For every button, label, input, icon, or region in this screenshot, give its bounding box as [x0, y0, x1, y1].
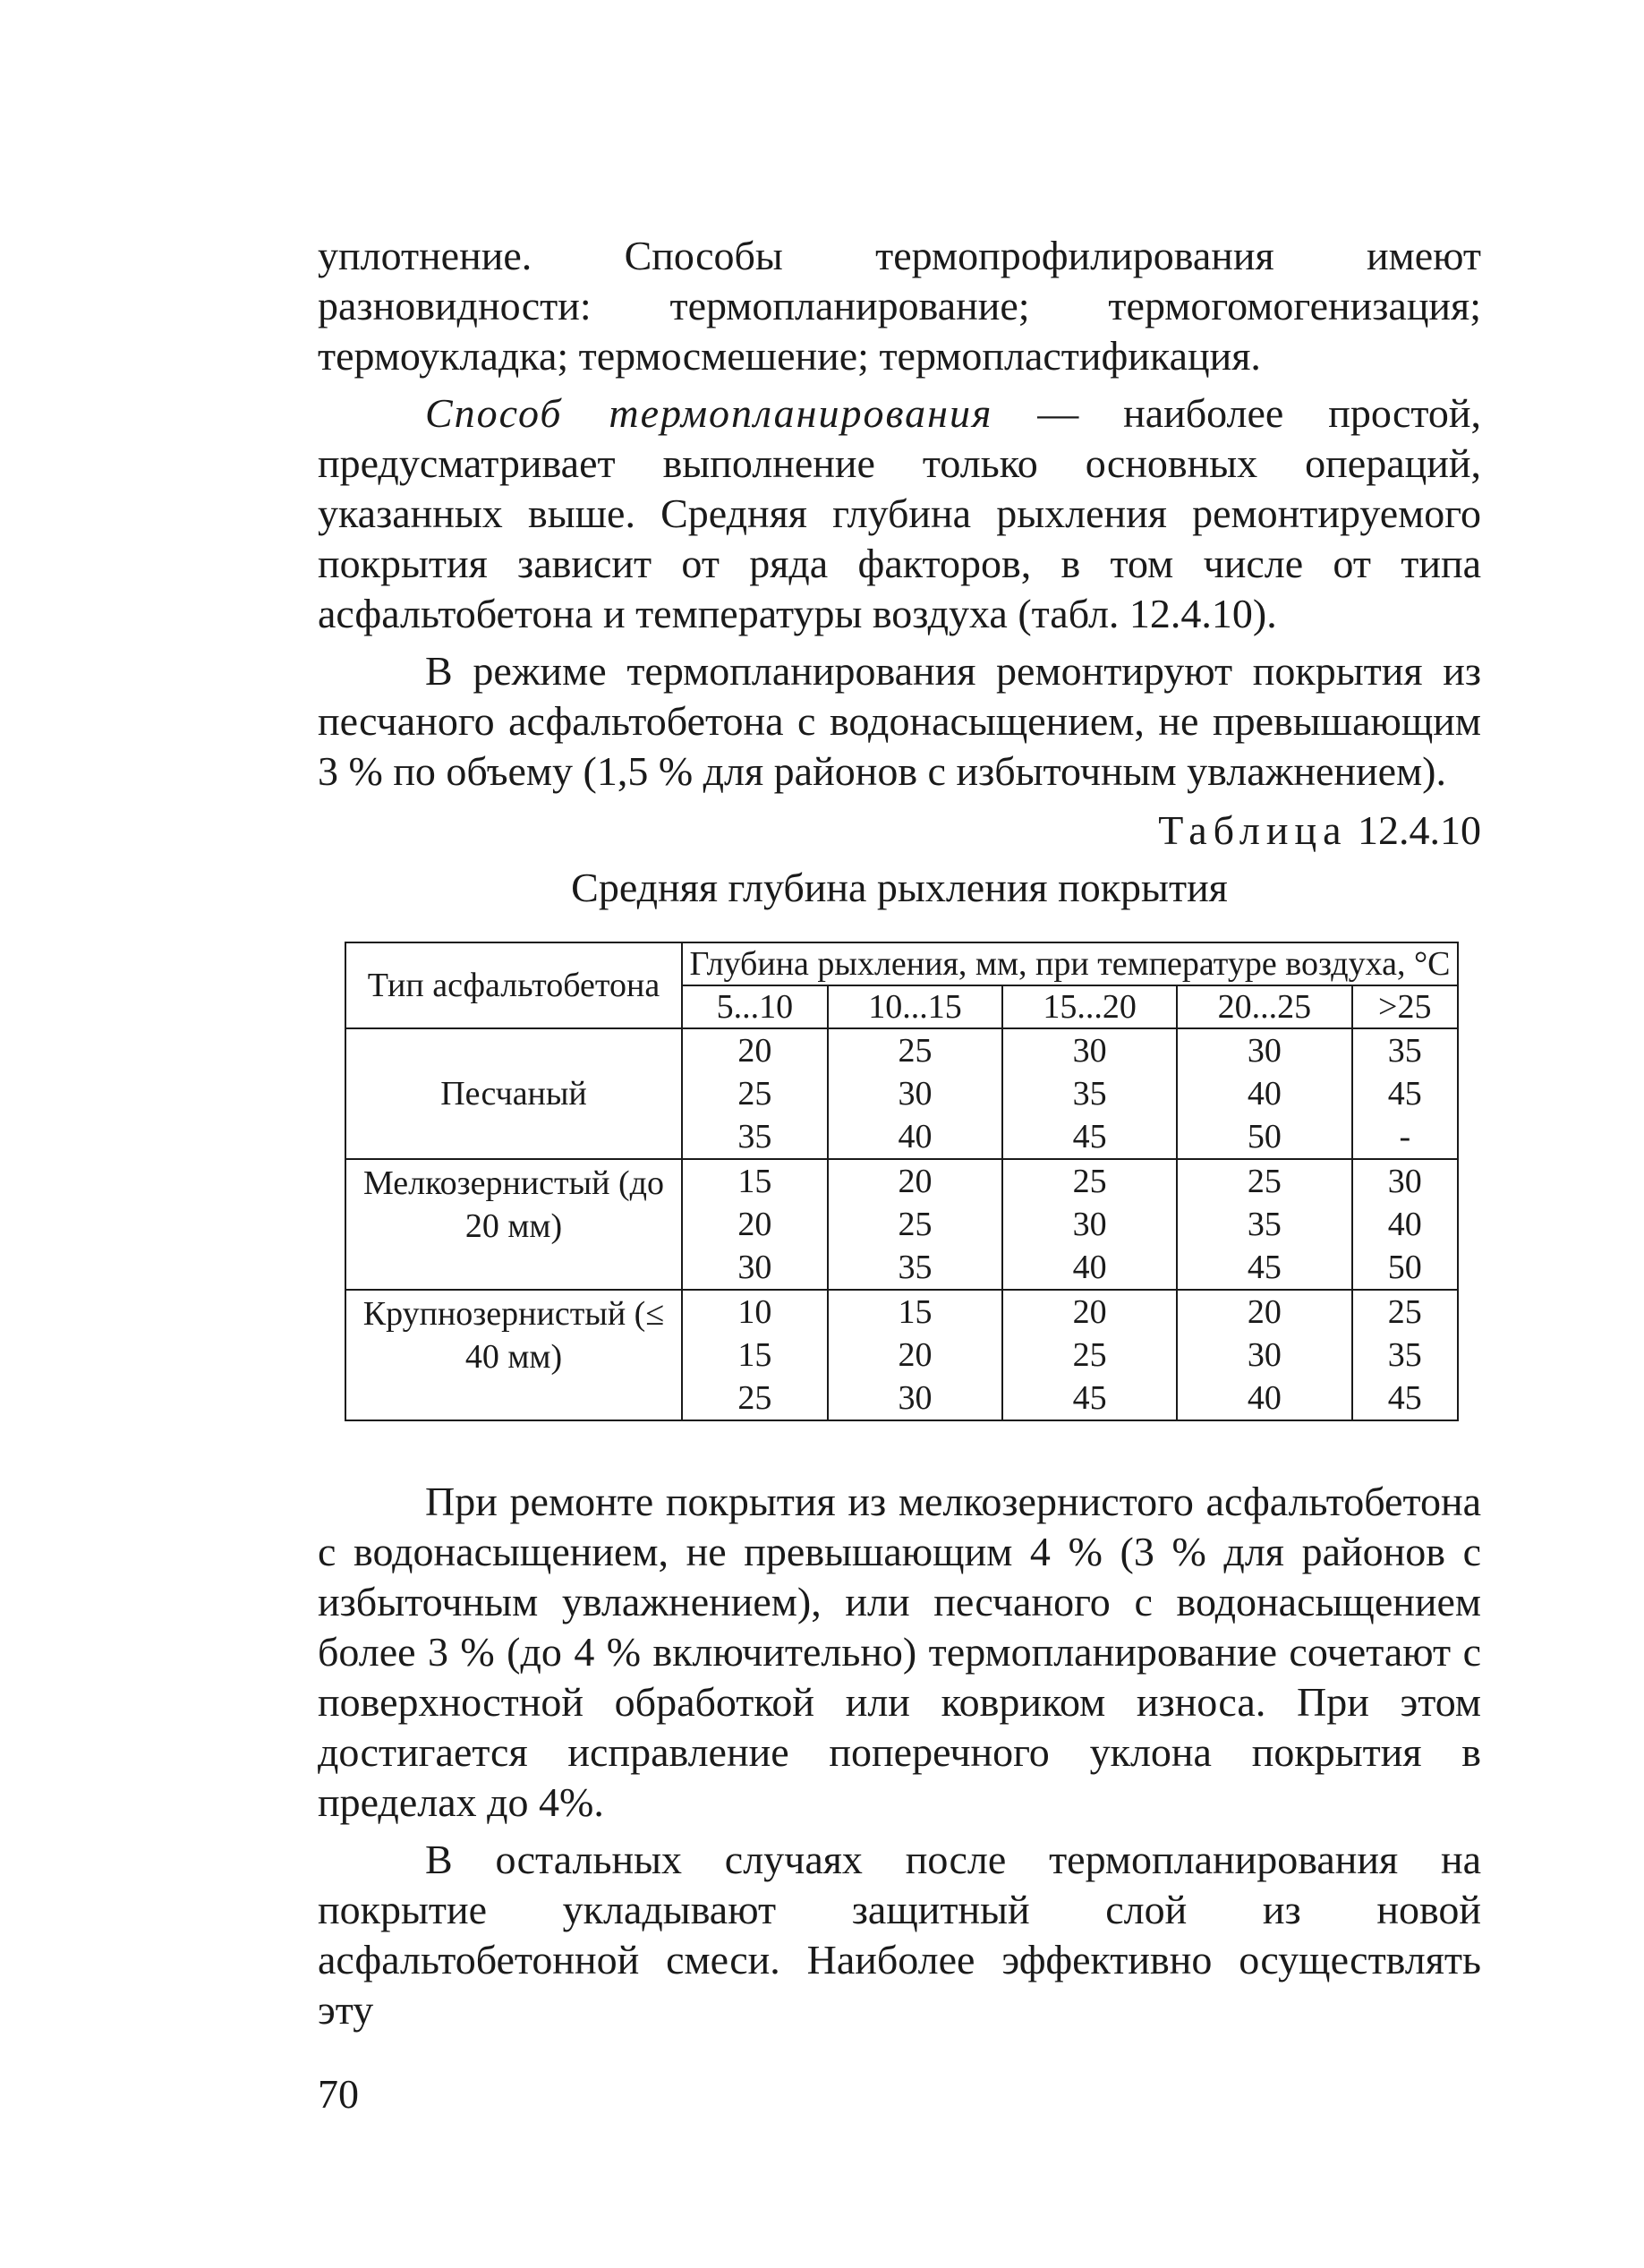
table-title: Средняя глубина рыхления покрытия: [571, 865, 1228, 910]
value-cell: 45: [1177, 1246, 1351, 1290]
header-temp: 5...10: [682, 985, 828, 1028]
paragraph-4: При ремонте покрытия из мелкозернистого асфальтобетона с водонасыщением, не превышающим 4 % (3 % для районов с избыточным увлажнением), или песчаного с водонасыщением более 3 % (до 4 % включительно) термопланирование сочетают с поверхностной обработкой или ковриком износа. При этом достигается исправление поперечного уклона покрытия в пределах до 4%.: [318, 1479, 1481, 1825]
value-cell: 30: [1177, 1028, 1351, 1072]
value-cell: 30: [682, 1246, 828, 1290]
value-cell: 25: [1177, 1159, 1351, 1203]
value-cell: 40: [1177, 1072, 1351, 1115]
value-cell: 15: [682, 1334, 828, 1377]
table-row: [345, 1290, 1458, 1334]
value-cell: 30: [1177, 1334, 1351, 1377]
value-cell: 25: [1352, 1290, 1458, 1334]
value-cell: 25: [828, 1203, 1002, 1246]
header-type: Тип асфальтобетона: [345, 942, 682, 1028]
value-cell: 20: [828, 1334, 1002, 1377]
paragraph-2-lead: Способ термопланирования: [425, 390, 993, 436]
type-cell: Крупнозернистый (≤ 40 мм): [345, 1290, 682, 1420]
value-cell: 25: [682, 1072, 828, 1115]
value-cell: 40: [1177, 1377, 1351, 1420]
value-cell: 45: [1352, 1377, 1458, 1420]
header-temp: 15...20: [1002, 985, 1177, 1028]
value-cell: 50: [1352, 1246, 1458, 1290]
value-cell: 30: [1352, 1159, 1458, 1203]
value-cell: 45: [1002, 1377, 1177, 1420]
value-cell: 45: [1002, 1115, 1177, 1159]
value-cell: 35: [1352, 1334, 1458, 1377]
type-cell: Песчаный: [345, 1028, 682, 1159]
value-cell: 35: [1002, 1072, 1177, 1115]
value-cell: 20: [682, 1203, 828, 1246]
value-cell: 40: [1352, 1203, 1458, 1246]
value-cell: 20: [828, 1159, 1002, 1203]
value-cell: 50: [1177, 1115, 1351, 1159]
value-cell: 15: [828, 1290, 1002, 1334]
header-temp: 20...25: [1177, 985, 1351, 1028]
header-temp: 10...15: [828, 985, 1002, 1028]
header-depth: Глубина рыхления, мм, при температуре воздуха, °С: [682, 942, 1458, 985]
value-cell: 20: [682, 1028, 828, 1072]
value-cell: 40: [1002, 1246, 1177, 1290]
value-cell: 45: [1352, 1072, 1458, 1115]
page-number: 70: [318, 2071, 359, 2117]
depth-table: [345, 942, 1459, 1421]
value-cell: 30: [1002, 1203, 1177, 1246]
value-cell: 30: [828, 1072, 1002, 1115]
paragraph-2-rest: — наиболее простой, предусматривает выполнение только основных операций, указанных выше. Средняя глубина рыхления ремонтируемого покрытия зависит от ряда факторов, в том числе от типа асфальтобетона и температуры воздуха (табл. 12.4.10).: [318, 390, 1482, 636]
value-cell: 35: [1177, 1203, 1351, 1246]
table-caption-word: Таблица: [1158, 807, 1348, 853]
table-row: [345, 1159, 1458, 1203]
value-cell: 20: [1002, 1290, 1177, 1334]
value-cell: 25: [1002, 1334, 1177, 1377]
value-cell: -: [1352, 1115, 1458, 1159]
table-row: [345, 1028, 1458, 1072]
value-cell: 20: [1177, 1290, 1351, 1334]
value-cell: 35: [828, 1246, 1002, 1290]
table-caption: [318, 806, 1481, 856]
value-cell: 15: [682, 1159, 828, 1203]
value-cell: 30: [828, 1377, 1002, 1420]
value-cell: 10: [682, 1290, 828, 1334]
value-cell: 35: [1352, 1028, 1458, 1072]
paragraph-5: В остальных случаях после термопланирования на покрытие укладывают защитный слой из новой асфальтобетонной смеси. Наиболее эффективно осуществлять эту: [318, 1837, 1481, 2033]
value-cell: 40: [828, 1115, 1002, 1159]
value-cell: 25: [1002, 1159, 1177, 1203]
after-table-text: [318, 1477, 1481, 2035]
type-cell: Мелкозернистый (до 20 мм): [345, 1159, 682, 1290]
value-cell: 35: [682, 1115, 828, 1159]
paragraph-3: В режиме термопланирования ремонтируют покрытия из песчаного асфальтобетона с водонасыщением, не превышающим 3 % по объему (1,5 % для районов с избыточным увлажнением).: [318, 648, 1481, 794]
value-cell: 25: [828, 1028, 1002, 1072]
paragraph-1: уплотнение. Способы термопрофилирования имеют разновидности: термопланирование; термогомогенизация; термоукладка; термосмешение; термопластификация.: [318, 233, 1481, 379]
value-cell: 30: [1002, 1028, 1177, 1072]
page-content: [318, 231, 1481, 2035]
paragraph-2: [318, 388, 1481, 639]
value-cell: 25: [682, 1377, 828, 1420]
header-temp: >25: [1352, 985, 1458, 1028]
table-caption-number: 12.4.10: [1358, 807, 1481, 853]
